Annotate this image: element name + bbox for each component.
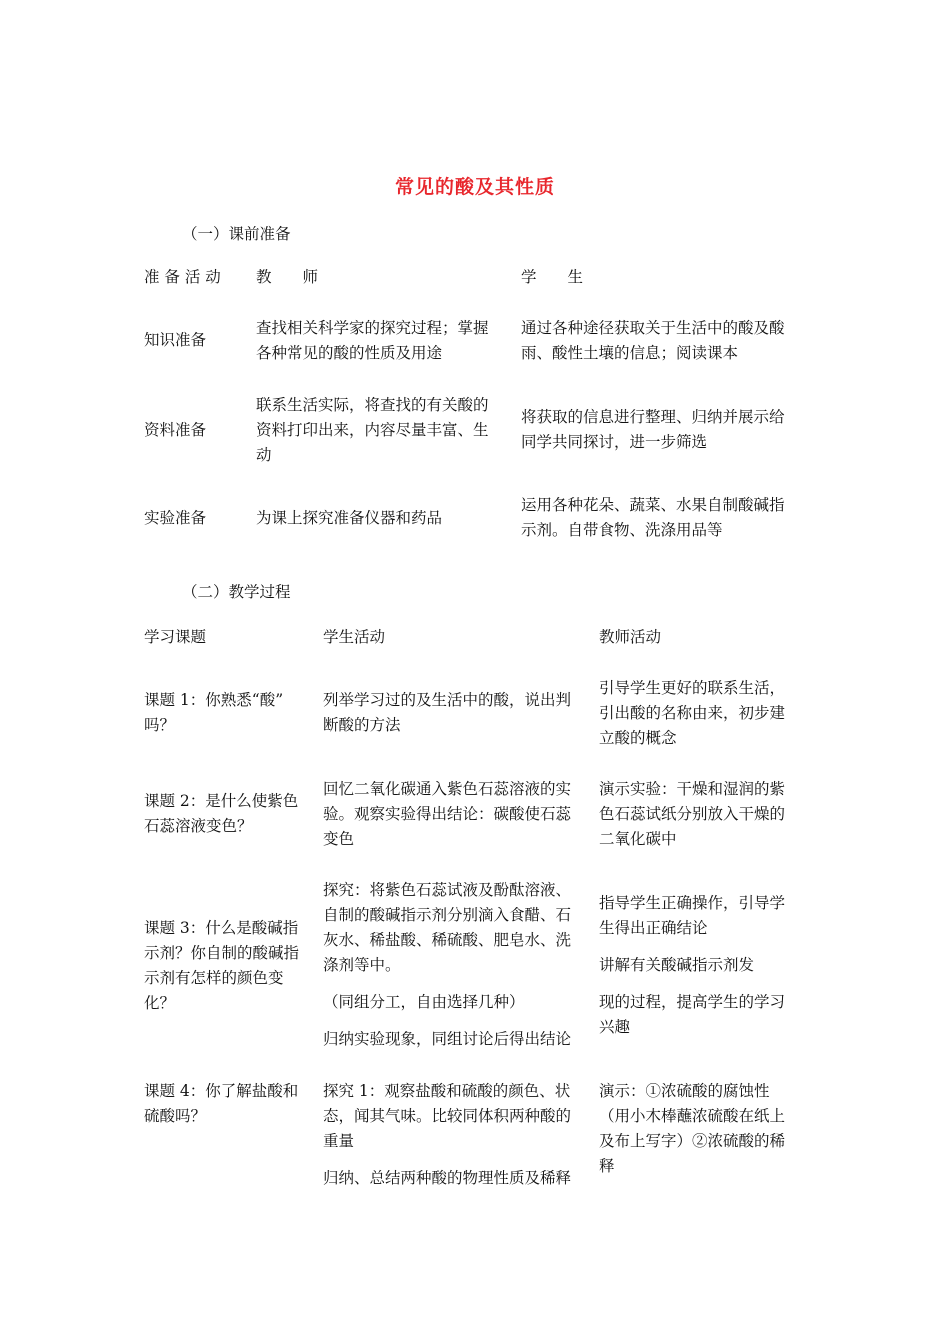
teacher-knowledge [256, 316, 496, 366]
topic-4 [144, 1079, 349, 1129]
text-line: 兴趣 [599, 1018, 631, 1036]
text-line: 二氧化碳中 [599, 830, 677, 848]
header-topic: 学习课题 [144, 628, 207, 646]
text-line: 课题 3：什么是酸碱指 [144, 919, 299, 937]
text-line: 课题 2：是什么使紫色 [144, 792, 299, 810]
student-activity-3 [323, 878, 623, 1052]
teacher-materials [256, 393, 496, 468]
activity-experiment: 实验准备 [144, 509, 207, 527]
activity-knowledge: 知识准备 [144, 331, 207, 349]
text-line: 引出酸的名称由来，初步建 [599, 704, 786, 722]
topic-3 [144, 916, 349, 1016]
teacher-activity-2 [599, 777, 804, 852]
header-student: 学 生 [521, 268, 584, 286]
text-line: 讲解有关酸碱指示剂发 [599, 956, 755, 974]
text-line: 回忆二氧化碳通入紫色石蕊溶液的实 [323, 780, 572, 798]
student-experiment [521, 493, 791, 543]
header-student-activity: 学生活动 [323, 628, 386, 646]
teacher-activity-3 [599, 891, 804, 1040]
student-activity-2 [323, 777, 623, 852]
text-line: 演示实验：干燥和湿润的紫 [599, 780, 786, 798]
text-line: 归纳、总结两种酸的物理性质及稀释 [323, 1169, 572, 1187]
text-line: 列举学习过的及生活中的酸，说出判 [323, 691, 572, 709]
text-line: 自制的酸碱指示剂分别滴入食醋、石 [323, 906, 572, 924]
student-activity-1 [323, 688, 623, 738]
text-line: 色石蕊试纸分别放入干燥的 [599, 805, 786, 823]
text-line: 查找相关科学家的探究过程；掌握 [256, 319, 489, 337]
text-line: 引导学生更好的联系生活， [599, 679, 786, 697]
topic-2 [144, 789, 349, 839]
student-knowledge [521, 316, 791, 366]
text-line: 生得出正确结论 [599, 919, 708, 937]
text-line: 化？ [144, 994, 176, 1012]
student-activity-4 [323, 1079, 623, 1191]
text-line: 硫酸吗？ [144, 1107, 207, 1125]
section-heading-preparation: （一）课前准备 [182, 225, 291, 243]
text-line: 通过各种途径获取关于生活中的酸及酸 [521, 319, 785, 337]
text-line: 运用各种花朵、蔬菜、水果自制酸碱指 [521, 496, 785, 514]
text-line: 吗？ [144, 716, 176, 734]
text-line: （同组分工，自由选择几种） [323, 993, 525, 1011]
text-line: 释 [599, 1157, 615, 1175]
text-line: 探究：将紫色石蕊试液及酚酞溶液、 [323, 881, 572, 899]
text-line: 变色 [323, 830, 355, 848]
teacher-experiment [256, 506, 496, 531]
document-title: 常见的酸及其性质 [394, 176, 555, 198]
text-line: 指导学生正确操作，引导学 [599, 894, 786, 912]
text-line: 课题 1：你熟悉“酸” [144, 691, 284, 709]
text-line: 各种常见的酸的性质及用途 [256, 344, 443, 362]
text-line: 将获取的信息进行整理、归纳并展示给 [521, 408, 785, 426]
text-line: 课题 4：你了解盐酸和 [144, 1082, 299, 1100]
text-line: 为课上探究准备仪器和药品 [256, 509, 443, 527]
text-line: （用小木棒蘸浓硫酸在纸上 [599, 1107, 786, 1125]
text-line: 立酸的概念 [599, 729, 677, 747]
text-line: 资料打印出来，内容尽量丰富、生 [256, 421, 489, 439]
header-activity: 准 备 活 动 [144, 268, 221, 286]
header-teacher: 教 师 [256, 268, 319, 286]
text-line: 灰水、稀盐酸、稀硫酸、肥皂水、洗 [323, 931, 572, 949]
student-materials [521, 405, 791, 455]
text-line: 及布上写字）②浓硫酸的稀 [599, 1132, 786, 1150]
text-line: 归纳实验现象，同组讨论后得出结论 [323, 1030, 572, 1048]
section-heading-teaching-process: （二）教学过程 [182, 583, 291, 601]
text-line: 雨、酸性土壤的信息；阅读课本 [521, 344, 739, 362]
text-line: 示剂有怎样的颜色变 [144, 969, 284, 987]
text-line: 联系生活实际，将查找的有关酸的 [256, 396, 489, 414]
text-line: 验。观察实验得出结论：碳酸使石蕊 [323, 805, 572, 823]
teacher-activity-4 [599, 1079, 804, 1179]
text-line: 现的过程，提高学生的学习 [599, 993, 786, 1011]
text-line: 演示：①浓硫酸的腐蚀性 [599, 1082, 770, 1100]
text-line: 探究 1：观察盐酸和硫酸的颜色、状 [323, 1082, 571, 1100]
text-line: 涤剂等中。 [323, 956, 401, 974]
text-line: 示剂？你自制的酸碱指 [144, 944, 300, 962]
topic-1 [144, 688, 349, 738]
text-line: 重量 [323, 1132, 355, 1150]
text-line: 动 [256, 446, 272, 464]
header-teacher-activity: 教师活动 [599, 628, 662, 646]
text-line: 断酸的方法 [323, 716, 401, 734]
text-line: 示剂。自带食物、洗涤用品等 [521, 521, 723, 539]
activity-materials: 资料准备 [144, 421, 207, 439]
text-line: 同学共同探讨，进一步筛选 [521, 433, 708, 451]
text-line: 石蕊溶液变色？ [144, 817, 253, 835]
text-line: 态，闻其气味。比较同体积两种酸的 [323, 1107, 572, 1125]
teacher-activity-1 [599, 676, 804, 751]
